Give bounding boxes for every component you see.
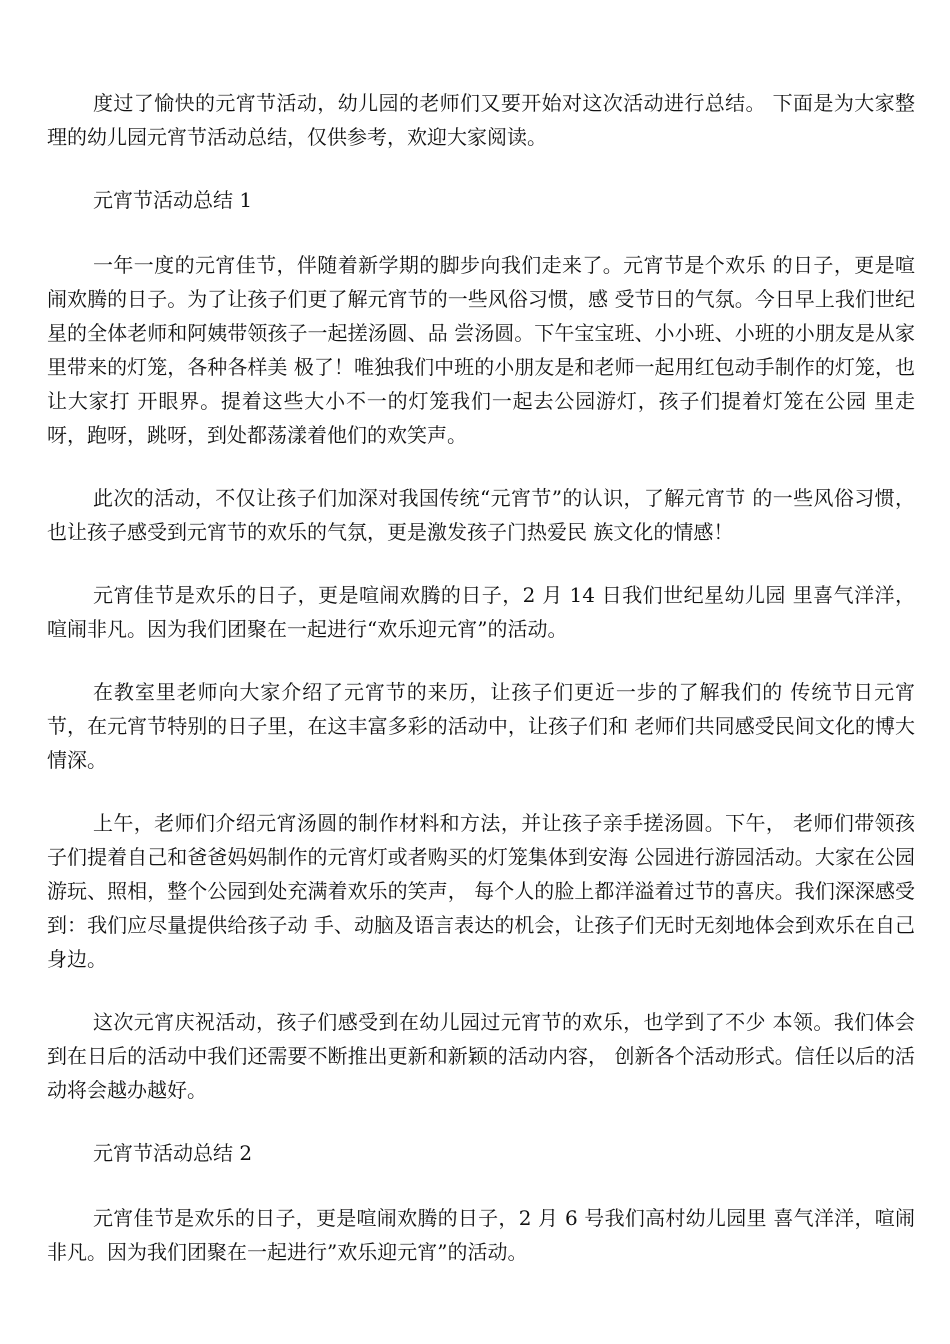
body-paragraph: 此次的活动，不仅让孩子们加深对我国传统“元宵节”的认识，了解元宵节 的一些风俗习惯，也让孩子感受到元宵节的欢乐的气氛，更是激发孩子门热爱民 族文化的情感！ <box>47 486 915 544</box>
body-paragraph: 在教室里老师向大家介绍了元宵节的来历，让孩子们更近一步的了解我们的 传统节日元宵节，在元宵节特别的日子里，在这丰富多彩的活动中，让孩子们和 老师们共同感受民间文化的博大情深。 <box>47 680 915 772</box>
body-paragraph: 一年一度的元宵佳节，伴随着新学期的脚步向我们走来了。元宵节是个欢乐 的日子，更是喧闹欢腾的日子。为了让孩子们更了解元宵节的一些风俗习惯，感 受节日的气氛。今日早上我们世纪星的全体老师和阿姨带领孩子一起搓汤圆、品 尝汤圆。下午宝宝班、小小班、小班的小朋友是从家里带来的灯笼，各种各样美 极了！唯独我们中班的小朋友是和老师一起用红包动手制作的灯笼，也让大家打 开眼界。提着这些大小不一的灯笼我们一起去公园游灯，孩子们提着灯笼在公园 里走呀，跑呀，跳呀，到处都荡漾着他们的欢笑声。 <box>47 253 915 447</box>
section-heading-2: 元宵节活动总结 2 <box>93 1141 253 1165</box>
section-heading-1: 元宵节活动总结 1 <box>93 188 253 212</box>
body-paragraph: 元宵佳节是欢乐的日子，更是喧闹欢腾的日子，2 月 6 号我们高村幼儿园里 喜气洋洋，喧闹非凡。因为我们团聚在一起进行”欢乐迎元宵”的活动。 <box>47 1206 915 1264</box>
intro-paragraph: 度过了愉快的元宵节活动，幼儿园的老师们又要开始对这次活动进行总结。 下面是为大家整理的幼儿园元宵节活动总结，仅供参考，欢迎大家阅读。 <box>47 91 915 149</box>
body-paragraph: 这次元宵庆祝活动，孩子们感受到在幼儿园过元宵节的欢乐，也学到了不少 本领。我们体会到在日后的活动中我们还需要不断推出更新和新颖的活动内容， 创新各个活动形式。信任以后的活动将会越办越好。 <box>47 1010 915 1102</box>
body-paragraph: 上午，老师们介绍元宵汤圆的制作材料和方法，并让孩子亲手搓汤圆。下午， 老师们带领孩子们提着自己和爸爸妈妈制作的元宵灯或者购买的灯笼集体到安海 公园进行游园活动。大家在公园游玩、照相，整个公园到处充满着欢乐的笑声， 每个人的脸上都洋溢着过节的喜庆。我们深深感受到：我们应尽量提供给孩子动 手、动脑及语言表达的机会，让孩子们无时无刻地体会到欢乐在自己身边。 <box>47 811 915 971</box>
document-page <box>47 86 915 1298</box>
body-paragraph: 元宵佳节是欢乐的日子，更是喧闹欢腾的日子，2 月 14 日我们世纪星幼儿园 里喜气洋洋，喧闹非凡。因为我们团聚在一起进行“欢乐迎元宵”的活动。 <box>47 583 915 641</box>
